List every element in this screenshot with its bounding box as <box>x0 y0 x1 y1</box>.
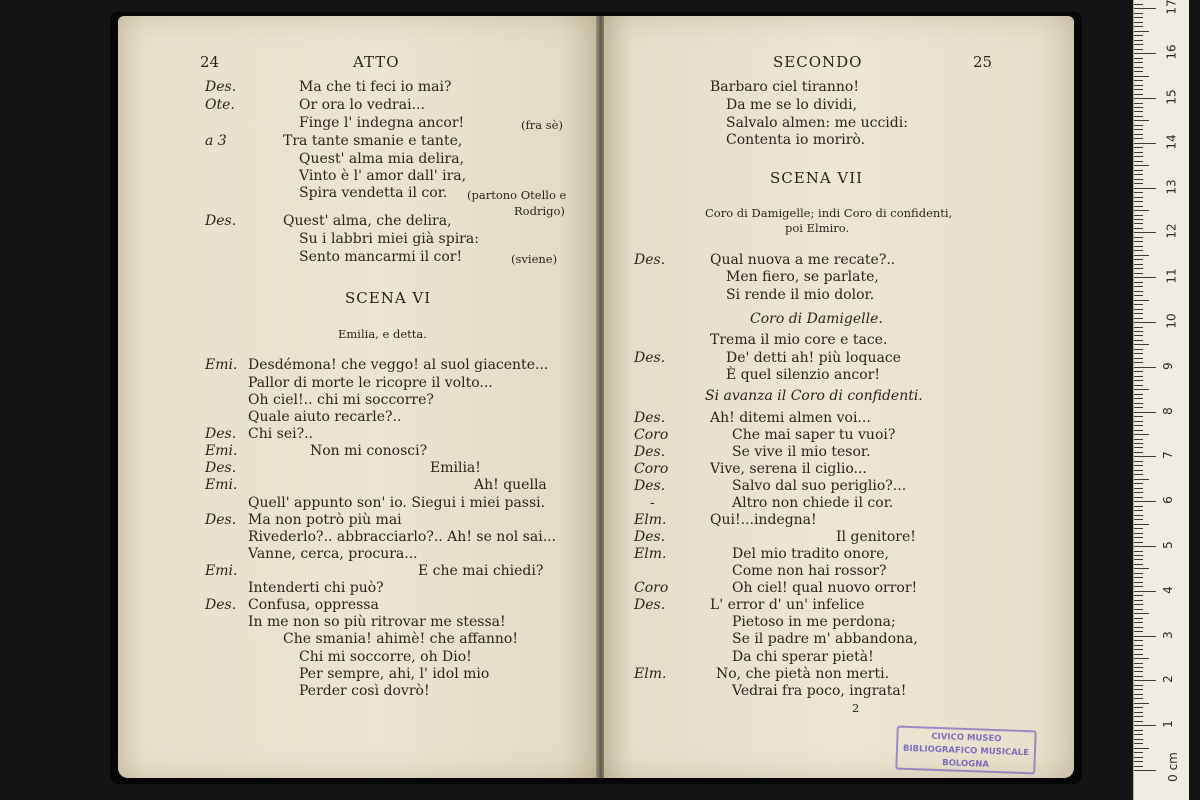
verse-line: Emilia! <box>430 460 481 476</box>
ruler-tick <box>1134 8 1156 9</box>
stamp-line: BOLOGNA <box>941 758 990 770</box>
ruler-tick <box>1134 613 1149 614</box>
speaker-label: Des. <box>634 444 666 460</box>
ruler-tick <box>1134 111 1143 112</box>
ruler-tick <box>1134 183 1143 184</box>
ruler-tick <box>1134 120 1149 121</box>
ruler-tick <box>1134 134 1143 135</box>
ruler-tick <box>1134 362 1143 363</box>
verse-line: Rivederlo?.. abbracciarlo?.. Ah! se nol sai... <box>248 529 557 545</box>
ruler-tick <box>1134 439 1143 440</box>
ruler-tick <box>1134 85 1143 86</box>
ruler-tick <box>1134 344 1149 345</box>
verse-line: Il genitore! <box>836 529 916 545</box>
ruler-tick <box>1134 434 1149 435</box>
ruler-tick <box>1134 761 1143 762</box>
ruler-tick <box>1134 748 1149 749</box>
verse-line: L' error d' un' infelice <box>710 597 865 613</box>
ruler-tick <box>1134 4 1143 5</box>
ruler-number: 10 <box>1164 313 1179 329</box>
ruler-tick <box>1134 425 1143 426</box>
ruler-tick <box>1134 618 1143 619</box>
ruler-number: 14 <box>1164 134 1179 150</box>
ruler-tick <box>1134 335 1143 336</box>
chorus-heading: Coro di Damigelle. <box>750 311 883 327</box>
ruler-tick <box>1134 461 1143 462</box>
ruler-tick <box>1134 640 1143 641</box>
ruler-number: 17 <box>1164 0 1179 16</box>
stage-direction: (partono Otello e <box>467 188 567 202</box>
ruler-tick <box>1134 609 1143 610</box>
ruler-tick <box>1134 156 1143 157</box>
ruler-tick <box>1134 600 1143 601</box>
ruler-tick <box>1134 98 1156 99</box>
ruler-tick <box>1134 519 1143 520</box>
verse-line: Quest' alma, che delira, <box>283 213 452 229</box>
ruler-tick <box>1134 17 1143 18</box>
ruler-tick <box>1134 721 1143 722</box>
speaker-label: Des. <box>205 512 237 528</box>
ruler-number: 5 <box>1160 541 1175 549</box>
ruler-number: 6 <box>1160 496 1175 505</box>
ruler-tick <box>1134 318 1143 319</box>
speaker-label: - <box>650 495 655 511</box>
speaker-label: Des. <box>205 426 237 442</box>
ruler-tick <box>1134 707 1143 708</box>
ruler-tick <box>1134 712 1143 713</box>
verse-line: Quest' alma mia delira, <box>299 151 465 167</box>
ruler-tick <box>1134 192 1143 193</box>
ruler-tick <box>1134 165 1149 166</box>
verse-line: Che mai saper tu vuoi? <box>732 427 896 443</box>
ruler-tick <box>1134 667 1143 668</box>
ruler-tick <box>1134 542 1143 543</box>
ruler-tick <box>1134 94 1143 95</box>
ruler-tick <box>1134 627 1143 628</box>
ruler-tick <box>1134 340 1143 341</box>
ruler-tick <box>1134 71 1143 72</box>
ruler-tick <box>1134 291 1143 292</box>
speaker-label: Des. <box>634 597 666 613</box>
ruler-number: 4 <box>1160 585 1175 594</box>
ruler-tick <box>1134 488 1143 489</box>
ruler-tick <box>1134 403 1143 404</box>
ruler-tick <box>1134 551 1143 552</box>
verse-line: Se il padre m' abbandona, <box>732 631 918 647</box>
ruler-tick <box>1134 430 1143 431</box>
verse-line: Perder così dovrò! <box>299 683 430 699</box>
ruler-tick <box>1134 685 1143 686</box>
ruler-tick <box>1134 232 1156 233</box>
verse-line: Salvalo almen: me uccidi: <box>726 115 908 131</box>
ruler-tick <box>1134 143 1156 144</box>
ruler-tick <box>1134 447 1143 448</box>
ruler-tick <box>1134 349 1143 350</box>
verse-line: Desdémona! che veggo! al suol giacente... <box>248 357 549 373</box>
ruler-tick <box>1134 636 1156 637</box>
ruler-number: 12 <box>1164 223 1179 240</box>
verse-line: Oh ciel!.. chi mi soccorre? <box>248 392 434 408</box>
verse-line: Non mi conosci? <box>310 443 428 459</box>
ruler-tick <box>1134 573 1143 574</box>
ruler-tick <box>1134 309 1143 310</box>
ruler-tick <box>1134 725 1156 726</box>
speaker-label: Ote. <box>205 97 235 113</box>
ruler-tick <box>1134 663 1143 664</box>
verse-line: Da chi sperar pietà! <box>732 649 874 665</box>
ruler-tick <box>1134 300 1149 301</box>
ruler-tick <box>1134 528 1143 529</box>
ruler-tick <box>1134 533 1143 534</box>
verse-line: Qui!...indegna! <box>710 512 817 528</box>
stage-direction: Rodrigo) <box>514 204 565 218</box>
ruler-tick <box>1134 246 1143 247</box>
ruler-tick <box>1134 358 1143 359</box>
ruler-tick <box>1134 219 1143 220</box>
ruler-number: 16 <box>1164 44 1179 60</box>
verse-line: Ma non potrò più mai <box>248 512 402 528</box>
ruler-tick <box>1134 671 1143 672</box>
ruler-tick <box>1134 752 1143 753</box>
ruler-tick <box>1134 44 1143 45</box>
ruler-tick <box>1134 147 1143 148</box>
ruler-number: 9 <box>1160 361 1175 370</box>
ruler-tick <box>1134 174 1143 175</box>
verse-line: È quel silenzio ancor! <box>726 367 880 383</box>
ruler-number: 1 <box>1160 720 1175 729</box>
ruler-tick <box>1134 591 1156 592</box>
verse-line: Chi sei?.. <box>248 426 314 442</box>
speaker-label: Emi. <box>205 563 238 579</box>
measurement-ruler <box>1133 0 1189 800</box>
ruler-tick <box>1134 564 1143 565</box>
ruler-tick <box>1134 680 1156 681</box>
speaker-label: Coro <box>634 461 669 477</box>
ruler-tick <box>1134 412 1156 413</box>
verse-line: Tra tante smanie e tante, <box>283 133 463 149</box>
ruler-tick <box>1134 31 1149 32</box>
ruler-tick <box>1134 179 1143 180</box>
speaker-label: Elm. <box>634 546 667 562</box>
ruler-number: 7 <box>1160 451 1175 460</box>
ruler-tick <box>1134 398 1143 399</box>
ruler-tick <box>1134 716 1143 717</box>
ruler-tick <box>1134 62 1143 63</box>
ruler-tick <box>1134 67 1143 68</box>
scene-cast: Coro di Damigelle; indi Coro di confidenti, <box>705 206 953 220</box>
scene-title: SCENA VI <box>345 289 432 307</box>
speaker-label: Des. <box>634 478 666 494</box>
ruler-tick <box>1134 559 1143 560</box>
ruler-tick <box>1134 658 1149 659</box>
ruler-tick <box>1134 510 1143 511</box>
scene-title: SCENA VII <box>770 169 864 187</box>
ruler-tick <box>1134 698 1143 699</box>
speaker-label: Des. <box>205 597 237 613</box>
ruler-tick <box>1134 35 1143 36</box>
ruler-tick <box>1134 223 1143 224</box>
ruler-tick <box>1134 282 1143 283</box>
verse-line: Da me se lo dividi, <box>726 97 858 113</box>
ruler-tick <box>1134 103 1143 104</box>
ruler-tick <box>1134 206 1143 207</box>
speaker-label: Des. <box>634 410 666 426</box>
speaker-label: Coro <box>634 580 669 596</box>
ruler-tick <box>1134 766 1143 767</box>
verse-line: De' detti ah! più loquace <box>726 350 901 366</box>
ruler-number: 3 <box>1160 630 1175 639</box>
ruler-tick <box>1134 313 1143 314</box>
ruler-tick <box>1134 385 1143 386</box>
scene-cast: poi Elmiro. <box>785 221 850 235</box>
ruler-tick <box>1134 407 1143 408</box>
ruler-number: 8 <box>1160 406 1175 415</box>
ruler-tick <box>1134 376 1143 377</box>
ruler-unit-label: 0 cm <box>1165 752 1180 782</box>
ruler-tick <box>1134 577 1143 578</box>
ruler-tick <box>1134 26 1143 27</box>
speaker-label: Emi. <box>205 477 238 493</box>
ruler-tick <box>1134 452 1143 453</box>
ruler-tick <box>1134 201 1143 202</box>
ruler-tick <box>1134 250 1143 251</box>
verse-line: Se vive il mio tesor. <box>732 444 871 460</box>
ruler-tick <box>1134 524 1149 525</box>
ruler-tick <box>1134 631 1143 632</box>
ruler-tick <box>1134 586 1143 587</box>
ruler-tick <box>1134 188 1156 189</box>
verse-line: No, che pietà non merti. <box>716 666 890 682</box>
verse-line: Pallor di morte le ricopre il volto... <box>248 375 493 391</box>
stage-direction: (fra sè) <box>521 118 563 132</box>
ruler-tick <box>1134 237 1143 238</box>
ruler-tick <box>1134 689 1143 690</box>
ruler-tick <box>1134 555 1143 556</box>
verse-line: Sento mancarmi il cor! <box>299 249 463 265</box>
stamp-line: BIBLIOGRAFICO MUSICALE <box>902 743 1030 759</box>
stage-direction: (sviene) <box>511 252 558 266</box>
ruler-tick <box>1134 161 1143 162</box>
ruler-tick <box>1134 506 1143 507</box>
ruler-tick <box>1134 501 1156 502</box>
ruler-tick <box>1134 497 1143 498</box>
verse-line: Per sempre, ahi, l' idol mio <box>299 666 490 682</box>
ruler-number: 15 <box>1164 89 1179 105</box>
ruler-tick <box>1134 89 1143 90</box>
ruler-tick <box>1134 604 1143 605</box>
ruler-tick <box>1134 730 1143 731</box>
speaker-label: Des. <box>634 529 666 545</box>
verse-line: Contenta io morirò. <box>726 132 866 148</box>
ruler-number: 11 <box>1164 268 1179 284</box>
ruler-tick <box>1134 654 1143 655</box>
ruler-tick <box>1134 295 1143 296</box>
ruler-tick <box>1134 470 1143 471</box>
ruler-tick <box>1134 676 1143 677</box>
ruler-tick <box>1134 479 1149 480</box>
speaker-label: Des. <box>205 213 237 229</box>
ruler-tick <box>1134 107 1143 108</box>
verse-line: E che mai chiedi? <box>418 563 544 579</box>
ruler-tick <box>1134 286 1143 287</box>
ruler-tick <box>1134 152 1143 153</box>
ruler-tick <box>1134 537 1143 538</box>
ruler-tick <box>1134 483 1143 484</box>
speaker-label: Emi. <box>205 357 238 373</box>
speaker-label: Des. <box>634 350 666 366</box>
ruler-tick <box>1134 331 1143 332</box>
ruler-tick <box>1134 757 1143 758</box>
ruler-tick <box>1134 492 1143 493</box>
ruler-tick <box>1134 515 1143 516</box>
ruler-tick <box>1134 268 1143 269</box>
ruler-tick <box>1134 322 1156 323</box>
ruler-tick <box>1134 645 1143 646</box>
verse-line: Come non hai rossor? <box>732 563 887 579</box>
verse-line: Men fiero, se parlate, <box>726 269 879 285</box>
speaker-label: Coro <box>634 427 669 443</box>
right-running-header: SECONDO <box>773 53 863 71</box>
library-stamp <box>895 726 1036 775</box>
ruler-tick <box>1134 595 1143 596</box>
ruler-tick <box>1134 125 1143 126</box>
verse-line: Intenderti chi può? <box>248 580 384 596</box>
ruler-tick <box>1134 568 1149 569</box>
ruler-tick <box>1134 241 1143 242</box>
speaker-label: Des. <box>205 79 237 95</box>
ruler-tick <box>1134 739 1143 740</box>
ruler-tick <box>1134 367 1156 368</box>
verse-line: Vive, serena il ciglio... <box>710 461 867 477</box>
ruler-tick <box>1134 210 1149 211</box>
verse-line: Ah! quella <box>474 477 547 493</box>
ruler-tick <box>1134 353 1143 354</box>
verse-line: Ah! ditemi almen voi... <box>710 410 871 426</box>
ruler-tick <box>1134 327 1143 328</box>
verse-line: Spira vendetta il cor. <box>299 185 448 201</box>
ruler-tick <box>1134 694 1143 695</box>
ruler-tick <box>1134 389 1149 390</box>
speaker-label: Emi. <box>205 443 238 459</box>
ruler-tick <box>1134 474 1143 475</box>
ruler-tick <box>1134 197 1143 198</box>
speaker-label: Elm. <box>634 666 667 682</box>
ruler-tick <box>1134 53 1156 54</box>
ruler-tick <box>1134 380 1143 381</box>
verse-line: Su i labbri miei già spira: <box>299 231 479 247</box>
speaker-label: a 3 <box>205 133 227 149</box>
ruler-tick <box>1134 138 1143 139</box>
ruler-tick <box>1134 259 1143 260</box>
ruler-tick <box>1134 371 1143 372</box>
ruler-tick <box>1134 649 1143 650</box>
verse-line: Quale aiuto recarle?.. <box>248 409 402 425</box>
ruler-tick <box>1134 228 1143 229</box>
verse-line: Confusa, oppressa <box>248 597 379 613</box>
verse-line: Or ora lo vedrai... <box>299 97 425 113</box>
ruler-tick <box>1134 456 1156 457</box>
ruler-number: 13 <box>1164 178 1179 195</box>
verse-line: Trema il mio core e tace. <box>710 332 888 348</box>
signature-mark: 2 <box>852 701 860 715</box>
ruler-tick <box>1134 546 1156 547</box>
ruler-number: 2 <box>1160 675 1175 684</box>
ruler-tick <box>1134 304 1143 305</box>
ruler-tick <box>1134 129 1143 130</box>
ruler-tick <box>1134 255 1149 256</box>
right-page-number: 25 <box>973 53 993 71</box>
ruler-tick <box>1134 622 1143 623</box>
ruler-tick <box>1134 770 1156 771</box>
speaker-label: Elm. <box>634 512 667 528</box>
verse-line: Pietoso in me perdona; <box>732 614 896 630</box>
verse-line: Chi mi soccorre, oh Dio! <box>299 649 472 665</box>
ruler-tick <box>1134 264 1143 265</box>
ruler-tick <box>1134 703 1149 704</box>
scene-cast: Emilia, e detta. <box>338 327 427 341</box>
ruler-tick <box>1134 58 1143 59</box>
verse-line: Oh ciel! qual nuovo orror! <box>732 580 918 596</box>
ruler-tick <box>1134 273 1143 274</box>
ruler-tick <box>1134 76 1149 77</box>
verse-line: Del mio tradito onore, <box>732 546 889 562</box>
verse-line: In me non so più ritrovar me stessa! <box>248 614 506 630</box>
verse-line: Vinto è l' amor dall' ira, <box>299 168 467 184</box>
ruler-tick <box>1134 743 1143 744</box>
verse-line: Vedrai fra poco, ingrata! <box>732 683 907 699</box>
ruler-tick <box>1134 22 1143 23</box>
stamp-line: CIVICO MUSEO <box>931 731 1002 745</box>
verse-line: Vanne, cerca, procura... <box>248 546 418 562</box>
ruler-tick <box>1134 465 1143 466</box>
stage-direction: Si avanza il Coro di confidenti. <box>705 388 923 404</box>
ruler-tick <box>1134 582 1143 583</box>
speaker-label: Des. <box>205 460 237 476</box>
verse-line: Finge l' indegna ancor! <box>299 115 465 131</box>
verse-line: Salvo dal suo periglio?... <box>732 478 907 494</box>
ruler-tick <box>1134 13 1143 14</box>
verse-line: Che smania! ahimè! che affanno! <box>283 631 518 647</box>
verse-line: Si rende il mio dolor. <box>726 287 875 303</box>
ruler-tick <box>1134 116 1143 117</box>
ruler-tick <box>1134 394 1143 395</box>
ruler-tick <box>1134 443 1143 444</box>
verse-line: Quell' appunto son' io. Siegui i miei passi. <box>248 495 546 511</box>
verse-line: Barbaro ciel tiranno! <box>710 79 859 95</box>
left-running-header: ATTO <box>353 53 400 71</box>
ruler-tick <box>1134 80 1143 81</box>
verse-line: Altro non chiede il cor. <box>732 495 894 511</box>
verse-line: Ma che ti feci io mai? <box>299 79 452 95</box>
left-page-number: 24 <box>200 53 220 71</box>
ruler-tick <box>1134 734 1143 735</box>
verse-line: Qual nuova a me recate?.. <box>710 252 896 268</box>
ruler-tick <box>1134 40 1143 41</box>
ruler-tick <box>1134 49 1143 50</box>
ruler-tick <box>1134 277 1156 278</box>
ruler-tick <box>1134 170 1143 171</box>
ruler-tick <box>1134 416 1143 417</box>
ruler-tick <box>1134 215 1143 216</box>
speaker-label: Des. <box>634 252 666 268</box>
ruler-tick <box>1134 421 1143 422</box>
